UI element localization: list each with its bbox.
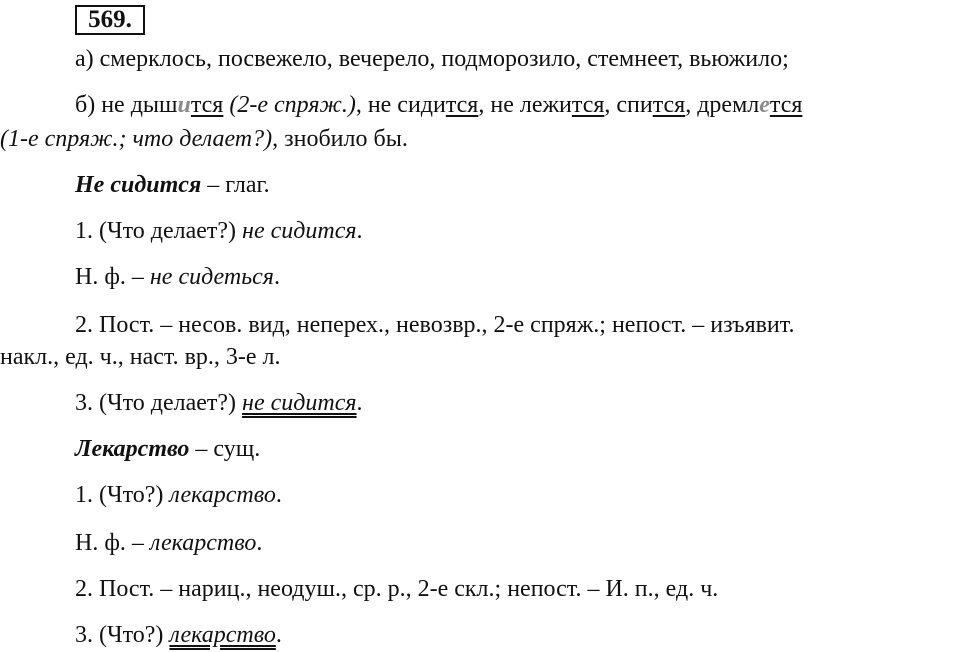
suffix-3: тся (652, 92, 686, 118)
word1-item2-line2: накл., ед. ч., наст. вр., 3-е л. (0, 344, 281, 370)
word1-item3-answer: не сидится (242, 390, 357, 416)
word1-item1-answer: не сидится (242, 218, 357, 244)
line-b-part7: тся (769, 92, 803, 118)
line-b-part3: , не сиди (355, 92, 446, 118)
line-b-part1: б) не дыш (75, 92, 178, 118)
word2-nf-label: Н. ф. – (75, 530, 150, 556)
word2-item3-answer: лекарство (169, 622, 276, 648)
word2-item1-end: . (275, 482, 282, 508)
line-b-part6: , дремл (685, 92, 760, 118)
word2-nf-value: лекарство (149, 530, 257, 556)
exercise-number: 569. (75, 5, 145, 35)
word2-title: Лекарство (75, 436, 190, 462)
line-b-part4: , не лежи (478, 92, 572, 118)
word2-pos: – сущ. (189, 436, 261, 462)
word1-item3-question: 3. (Что делает?) (75, 390, 243, 416)
suffix-2: тся (571, 92, 605, 118)
word1-pos: – глаг. (201, 172, 270, 198)
vowel-highlight-2: е (759, 92, 770, 118)
line-b-part5: , спи (604, 92, 653, 118)
word2-heading (75, 434, 260, 464)
word1-title: Не сидится (75, 172, 202, 198)
suffix-1: тся (445, 92, 479, 118)
word2-item3 (75, 620, 282, 650)
vowel-highlight-1: и (177, 92, 191, 118)
word2-item1 (75, 480, 282, 510)
word1-nf-value: не сидеться (149, 264, 274, 290)
word2-item2: 2. Пост. – нариц., неодуш., ср. р., 2-е скл.; непост. – И. п., ед. ч. (75, 576, 719, 602)
word1-item3-end: . (356, 390, 363, 416)
word1-item1-question: 1. (Что делает?) (75, 218, 243, 244)
line-a: а) смерклось, посвежело, вечерело, подморозило, стемнеет, вьюжило; (75, 46, 789, 72)
word2-item3-question: 3. (Что?) (75, 622, 170, 648)
word2-item1-answer: лекарство (169, 482, 276, 508)
word1-initial-form (75, 262, 280, 292)
word1-item1-end: . (356, 218, 363, 244)
word1-nf-end: . (273, 264, 280, 290)
word1-item1 (75, 216, 363, 246)
line-b-rest: , знобило бы. (272, 126, 408, 152)
word1-item3 (75, 388, 363, 418)
line-b-part2: тся (190, 92, 224, 118)
conjugation-note-1: (2-е спряж.) (229, 92, 356, 118)
line-b (75, 90, 802, 120)
line-b-continued (0, 124, 408, 154)
word1-nf-label: Н. ф. – (75, 264, 150, 290)
word2-item1-question: 1. (Что?) (75, 482, 170, 508)
word2-nf-end: . (256, 530, 263, 556)
conjugation-note-2: (1-е спряж.; что делает?) (0, 126, 273, 152)
word2-item3-end: . (275, 622, 282, 648)
word2-initial-form (75, 528, 262, 558)
word1-item2-line1: 2. Пост. – несов. вид, неперех., невозвр., 2-е спряж.; непост. – изъявит. (75, 312, 795, 338)
word1-heading (75, 170, 270, 200)
